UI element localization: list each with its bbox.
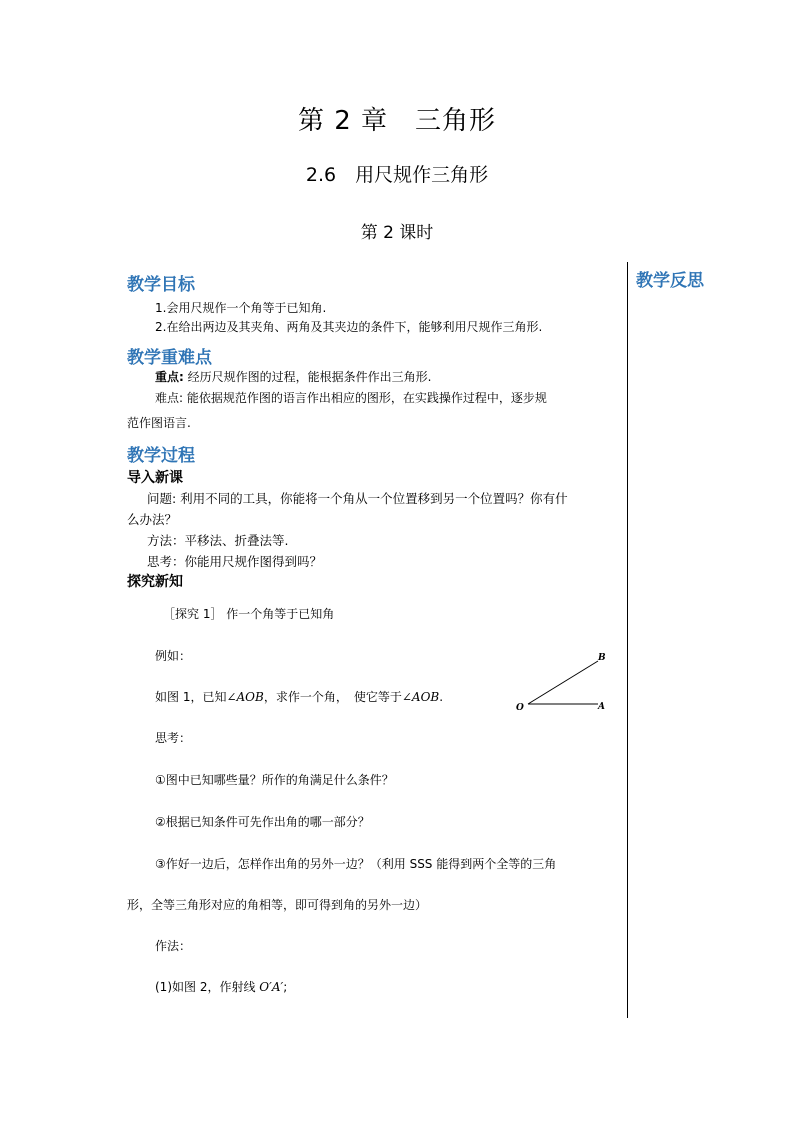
figure-angle-aob <box>510 648 625 718</box>
chapter-title: 第 2 章 三角形 <box>297 106 497 136</box>
think-question-3-cont: 形，全等三角形对应的角相等，即可得到角的另外一边） <box>127 898 428 912</box>
difficulty-line <box>155 389 547 406</box>
reflection-heading: 教学反思 <box>636 271 704 291</box>
key-text: 经历尺规作图的过程，能根据条件作出三角形. <box>187 370 432 384</box>
difficulty-label: 难点: <box>155 391 184 405</box>
process-heading: 教学过程 <box>127 446 195 466</box>
example-label: 例如： <box>155 649 192 663</box>
label-a: A <box>598 702 605 712</box>
problem-prefix: 如图 1，已知 <box>155 690 227 704</box>
think-question-3: ③作好一边后，怎样作出角的另外一边？（利用 SSS 能得到两个全等的三角 <box>155 857 557 871</box>
key-label: 重点: <box>155 370 184 384</box>
question-line-2: 么办法？ <box>127 512 178 527</box>
difficulty-line-2: 范作图语言. <box>127 416 191 430</box>
label-b: B <box>598 653 606 663</box>
thinking-label: 思考： <box>155 731 192 745</box>
explore-heading: 探究新知 <box>127 574 183 590</box>
label-o: O <box>516 703 524 713</box>
key-point-line <box>155 368 431 385</box>
think-question-2: ②根据已知条件可先作出角的哪一部分？ <box>155 815 370 829</box>
lesson-title: 第 2 课时 <box>360 223 434 243</box>
ray-ob <box>528 661 598 704</box>
difficulty-text: 能依据规范作图的语言作出相应的图形，在实践操作过程中，逐步规 <box>186 391 547 405</box>
construction-step-1 <box>155 978 287 995</box>
problem-middle: ，求作一个角， 使它等于 <box>263 690 402 704</box>
column-divider <box>627 262 628 1018</box>
problem-angle-2: ∠AOB <box>401 690 440 704</box>
problem-end: . <box>439 690 444 704</box>
method-text: 方法：平移法、折叠法等. <box>147 533 289 548</box>
problem-angle: ∠AOB <box>226 690 264 704</box>
explore-1: ［探究 1］ 作一个角等于已知角 <box>163 607 335 621</box>
question-line-1: 问题: 利用不同的工具，你能将一个角从一个位置移到另一个位置吗？你有什 <box>147 491 568 506</box>
step1-prefix: (1)如图 2，作射线 <box>155 980 260 994</box>
construction-label: 作法： <box>155 939 192 953</box>
section-title: 2.6 用尺规作三角形 <box>305 164 489 186</box>
think-text: 思考：你能用尺规作图得到吗？ <box>147 554 323 569</box>
step1-ray: O′A′ <box>259 980 284 994</box>
think-question-1: ①图中已知哪些量？所作的角满足什么条件？ <box>155 773 394 787</box>
key-points-heading: 教学重难点 <box>127 348 212 368</box>
intro-heading: 导入新课 <box>127 470 183 486</box>
objectives-heading: 教学目标 <box>127 275 195 295</box>
objective-1: 1.会用尺规作一个角等于已知角. <box>155 301 327 315</box>
step1-end: ; <box>283 980 288 994</box>
objective-2: 2.在给出两边及其夹角、两角及其夹边的条件下，能够利用尺规作三角形. <box>155 320 543 334</box>
problem-statement <box>155 688 443 705</box>
